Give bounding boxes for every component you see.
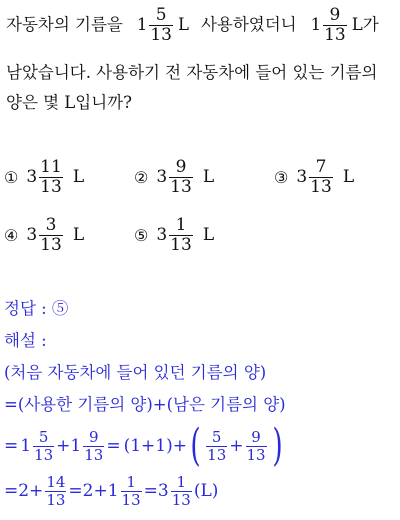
equals-sign: = — [106, 436, 121, 456]
denominator: 13 — [310, 176, 332, 197]
numerator: 11 — [40, 157, 62, 177]
option-marker: ④ — [4, 225, 19, 245]
denominator: 13 — [121, 490, 141, 509]
fraction — [83, 429, 104, 463]
numerator: 5 — [38, 428, 49, 446]
question-text-a: 자동차의 기름을 — [6, 15, 123, 35]
fraction-whole: 3 — [157, 481, 169, 501]
fraction — [121, 474, 142, 508]
fuel-left-fraction — [311, 6, 363, 44]
denominator: 13 — [34, 445, 54, 464]
fraction — [149, 6, 173, 44]
solution-line-1: (처음 자동차에 들어 있던 기름의 양) — [4, 363, 267, 382]
unit: (L) — [193, 481, 219, 501]
fraction — [323, 6, 347, 44]
answer-label: 정답 : ⑤ — [4, 299, 69, 318]
fraction-whole: 3 — [26, 225, 38, 246]
numerator: 9 — [251, 428, 261, 446]
numerator: 9 — [175, 157, 187, 177]
option-5[interactable] — [134, 216, 214, 254]
fraction — [171, 474, 192, 508]
denominator: 13 — [170, 234, 192, 255]
fraction — [309, 158, 333, 196]
numerator: 3 — [45, 215, 57, 235]
denominator: 13 — [207, 445, 227, 464]
denominator: 13 — [40, 234, 62, 255]
fraction — [45, 474, 66, 508]
fraction-whole: 1 — [107, 481, 119, 501]
fuel-in-car-fraction — [137, 6, 189, 44]
plus-sign: + — [229, 436, 244, 456]
denominator: 13 — [324, 24, 346, 45]
denominator: 13 — [150, 24, 172, 45]
fraction — [246, 429, 267, 463]
unit: L — [177, 15, 189, 35]
fraction — [206, 429, 227, 463]
unit: L — [72, 225, 85, 246]
fraction — [169, 158, 193, 196]
fraction-whole: 3 — [296, 167, 308, 188]
fraction — [39, 216, 63, 254]
numerator: 5 — [155, 5, 167, 25]
equals-sign: = — [143, 481, 158, 501]
equals-sign: = — [4, 436, 19, 456]
denominator: 13 — [246, 445, 266, 464]
question-text-c: 가 — [362, 15, 379, 35]
option-1[interactable] — [4, 158, 84, 196]
fraction-whole: 1 — [20, 436, 32, 456]
numerator: 1 — [176, 473, 187, 491]
close-paren: ) — [272, 420, 283, 471]
denominator: 13 — [171, 490, 191, 509]
unit: L — [202, 167, 215, 188]
plus-sign: + — [56, 436, 71, 456]
question-line-2: 남았습니다. 사용하기 전 자동차에 들어 있는 기름의 — [6, 63, 378, 82]
denominator: 13 — [170, 176, 192, 197]
unit: L — [72, 167, 85, 188]
option-marker: ③ — [274, 167, 289, 187]
numerator: 7 — [315, 157, 327, 177]
open-paren: ( — [190, 420, 201, 471]
fraction-whole: 3 — [156, 225, 168, 246]
option-marker: ① — [4, 167, 19, 187]
numerator: 5 — [211, 428, 222, 446]
solution-step-3 — [4, 420, 286, 471]
question-line-3: 양은 몇 L입니까? — [6, 93, 132, 112]
numerator: 14 — [46, 473, 66, 491]
option-2[interactable] — [134, 158, 214, 196]
fraction-whole: 1 — [310, 15, 322, 35]
denominator: 13 — [84, 445, 104, 464]
fraction-whole: 1 — [136, 15, 148, 35]
denominator: 13 — [40, 176, 62, 197]
numerator: 1 — [126, 473, 136, 491]
unit: L — [202, 225, 215, 246]
numerator: 9 — [329, 5, 341, 25]
question-text-b: 사용하였더니 — [200, 15, 297, 35]
fraction — [39, 158, 63, 196]
numerator: 9 — [89, 428, 99, 446]
option-marker: ② — [134, 167, 149, 187]
option-3[interactable] — [274, 158, 354, 196]
solution-step-4 — [4, 474, 218, 508]
unit: L — [351, 15, 363, 35]
expression-text: =2+ — [4, 481, 44, 501]
unit: L — [342, 167, 355, 188]
solution-line-2: =(사용한 기름의 양)+(남은 기름의 양) — [4, 395, 286, 414]
explanation-label: 해설 : — [4, 331, 47, 350]
expression-text: =2+ — [68, 481, 108, 501]
option-4[interactable] — [4, 216, 84, 254]
numerator: 1 — [175, 215, 187, 235]
denominator: 13 — [46, 490, 66, 509]
fraction-whole: 3 — [156, 167, 168, 188]
question-line-1 — [6, 6, 379, 44]
fraction — [169, 216, 193, 254]
fraction-whole: 1 — [70, 436, 82, 456]
fraction — [33, 429, 54, 463]
whole-sum: (1+1)+ — [123, 436, 187, 456]
option-marker: ⑤ — [134, 225, 149, 245]
fraction-whole: 3 — [26, 167, 38, 188]
